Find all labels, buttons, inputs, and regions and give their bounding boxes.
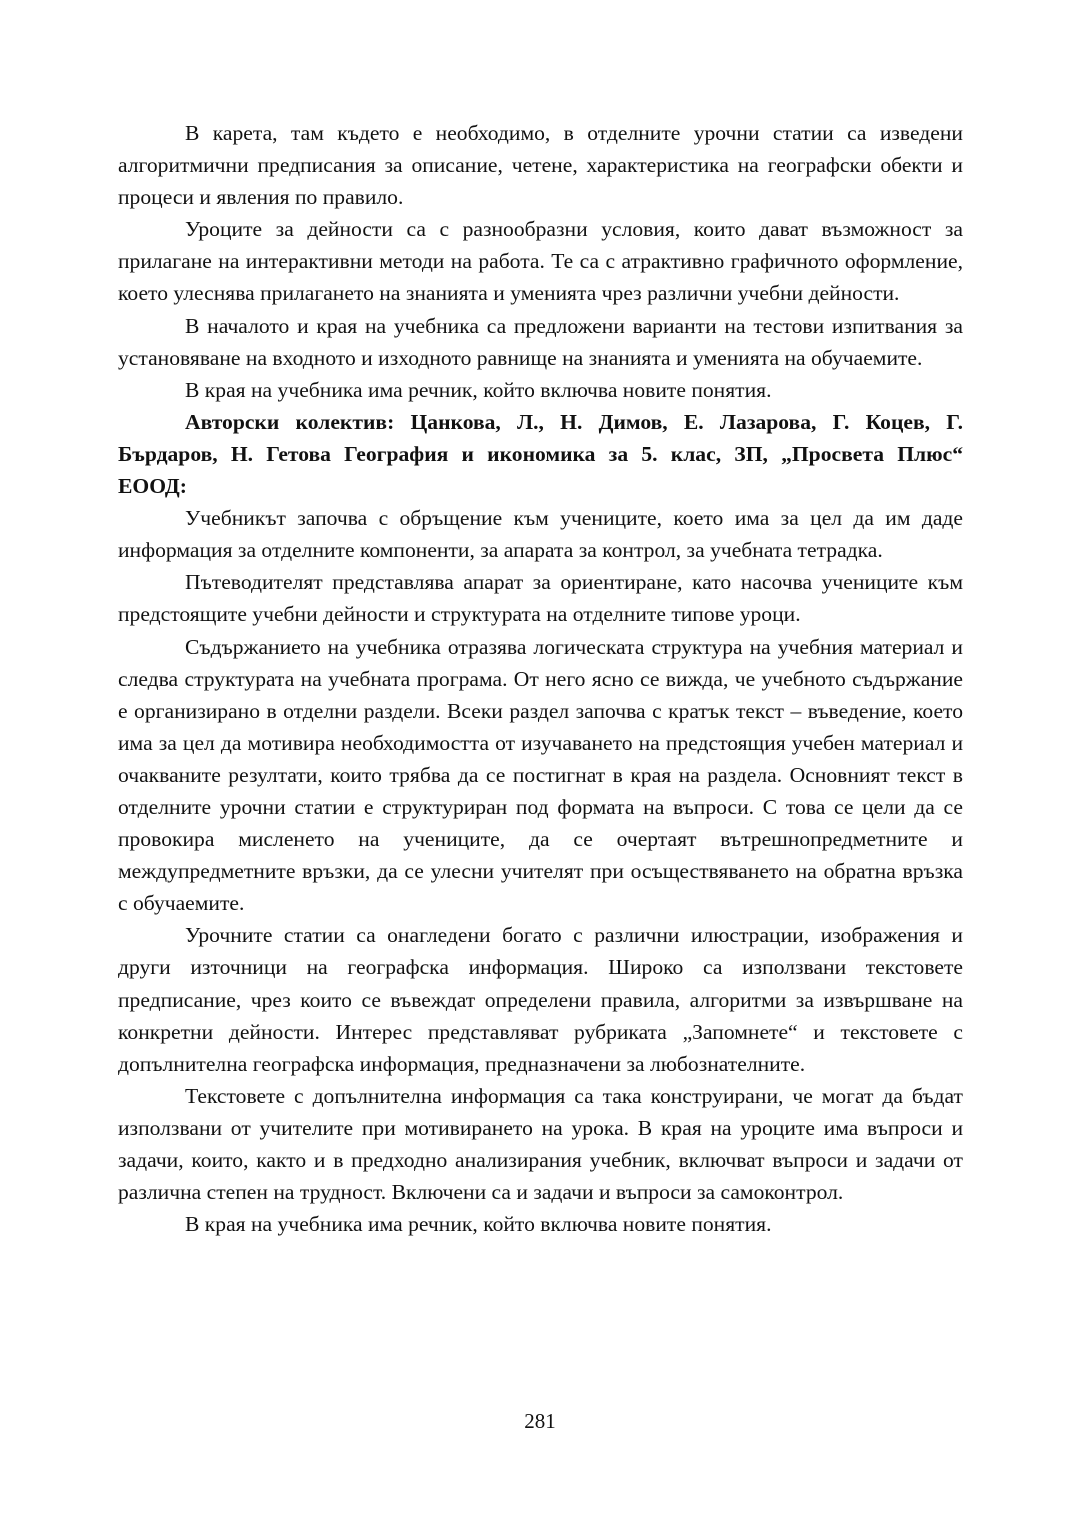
page-number: 281 (524, 1409, 556, 1433)
paragraph-2: Уроците за дейности са с разнообразни условия, които дават възможност за прилагане на интерактивни методи на работа. Те са с атрактивно графичното оформление, което улеснява прилагането на знанията и уменията чрез различни учебни дейности. (118, 217, 963, 306)
paragraph-8: Съдържанието на учебника отразява логическата структура на учебния материал и следва структурата на учебната програма. От него ясно се вижда, че учебното съдържание е организирано в отделни раздели. Всеки раздел започва с кратък текст – въведение, което има за цел да мотивира необходимостта от изучаването на предстоящия учебен материал и очакваните резултати, които трябва да се постигнат в края на раздела. Основният текст в отделните урочни статии е структуриран под формата на въпроси. С това се цели да се провокира мисленето на учениците, да се очертаят вътрешнопредметните и междупредметните връзки, да се улесни учителят при осъществяването на обратна връзка с обучаемите. (118, 634, 963, 916)
paragraph-4: В края на учебника има речник, който включва новите понятия. (185, 377, 772, 402)
paragraph-1: В карета, там където е необходимо, в отделните урочни статии са изведени алгоритмични предписания за описание, четене, характеристика на географски обекти и процеси и явления по правило. (118, 121, 963, 210)
paragraph-3: В началото и края на учебника са предложени варианти на тестови изпитвания за установяване на входното и изходното равнище на знанията и уменията на обучаемите. (118, 313, 963, 370)
authors-heading: Авторски колектив: Цанкова, Л., Н. Димов, Е. Лазарова, Г. Коцев, Г. Бърдаров, Н. Гетова География и икономика за 5. клас, ЗП, „Просвета Плюс“ ЕООД: (118, 409, 963, 499)
paragraph-9: Урочните статии са онагледени богато с различни илюстрации, изображения и други източници на географска информация. Широко са използвани текстовете предписание, чрез които се въвеждат определени правила, алгоритми за извършване на конкретни дейности. Интерес представляват рубриката „Запомнете“ и текстовете с допълнителна географска информация, предназначени за любознателните. (118, 923, 963, 1076)
paragraph-10: Текстовете с допълнителна информация са така конструирани, че могат да бъдат използвани от учителите при мотивирането на урока. В края на уроците има въпроси и задачи, които, както и в предходно анализирания учебник, включват въпроси и задачи от различна степен на трудност. Включени са и задачи и въпроси за самоконтрол. (118, 1083, 963, 1205)
paragraph-6: Учебникът започва с обръщение към учениците, което има за цел да им даде информация за отделните компоненти, за апарата за контрол, за учебната тетрадка. (118, 506, 963, 563)
paragraph-7: Пътеводителят представлява апарат за ориентиране, като насочва учениците към предстоящите учебни дейности и структурата на отделните типове уроци. (118, 570, 963, 627)
paragraph-11: В края на учебника има речник, който включва новите понятия. (185, 1212, 772, 1237)
document-body (118, 117, 963, 1240)
